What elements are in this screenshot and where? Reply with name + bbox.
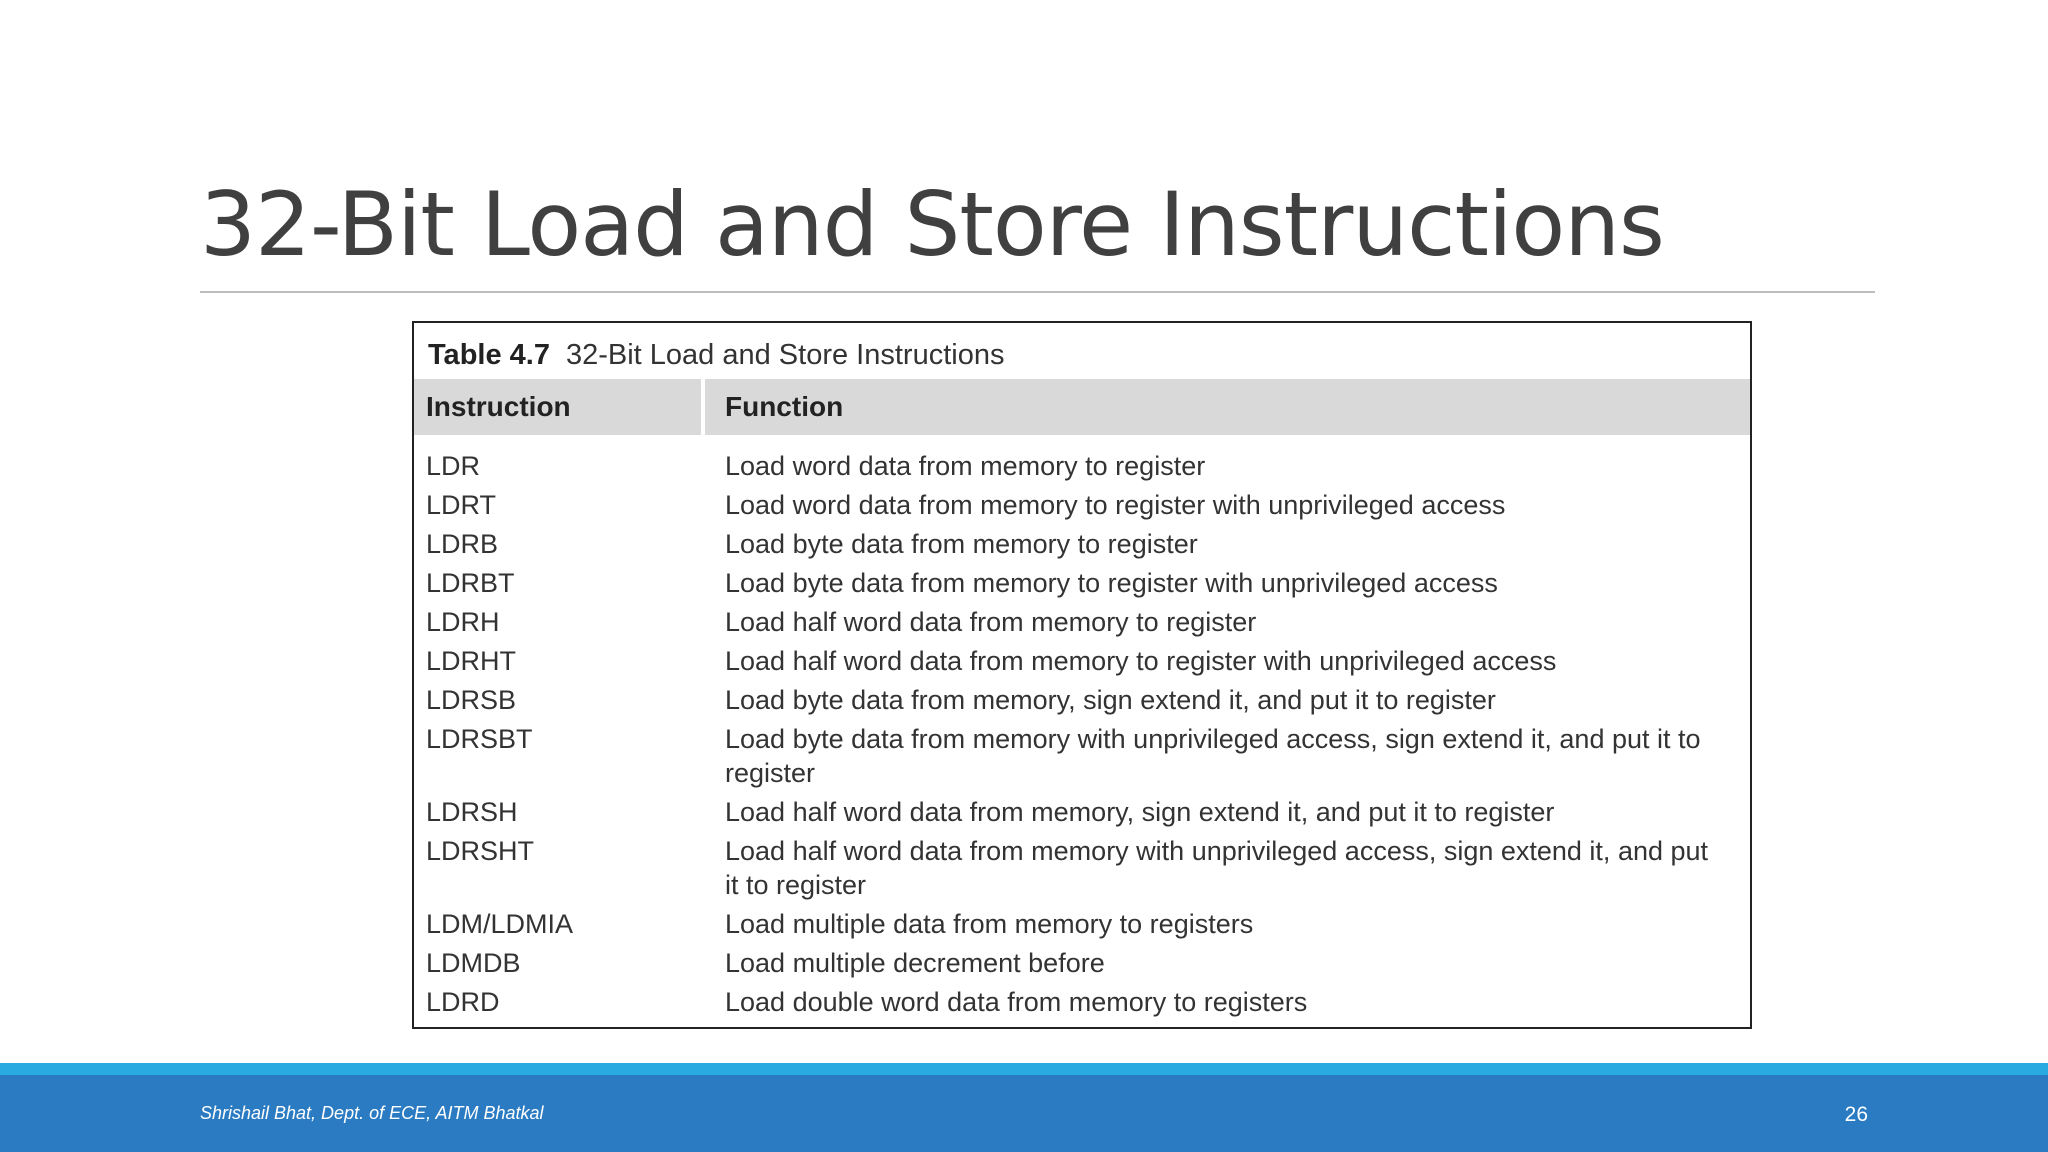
cell-instruction: LDMDB [426,948,521,978]
table-row [414,566,1750,600]
table-row [414,907,1750,941]
cell-instruction: LDRB [426,529,499,559]
footer-accent-stripe [0,1063,2048,1075]
cell-instruction: LDRBT [426,568,515,598]
cell-function: Load multiple decrement before [725,948,1105,978]
cell-function: Load byte data from memory to register [725,529,1198,559]
table-row [414,834,1750,902]
column-header-instruction: Instruction [414,379,701,435]
cell-instruction: LDR [426,451,481,481]
table-row [414,644,1750,678]
table-caption-label: Table 4.7 [428,339,550,371]
cell-function: Load word data from memory to register with unprivileged access [725,490,1506,520]
cell-function: Load double word data from memory to registers [725,987,1308,1017]
cell-instruction: LDRSHT [426,836,535,866]
cell-instruction: LDRT [426,490,497,520]
table-row [414,946,1750,980]
instruction-table [412,321,1752,1029]
cell-function: Load byte data from memory with unprivileged access, sign extend it, and put it to register [725,724,1701,788]
cell-function: Load byte data from memory, sign extend it, and put it to register [725,685,1496,715]
slide-title: 32-Bit Load and Store Instructions [200,173,1664,276]
table-row [414,683,1750,717]
cell-instruction: LDRD [426,987,500,1017]
cell-function: Load half word data from memory with unprivileged access, sign extend it, and put it to register [725,836,1709,900]
footer-author: Shrishail Bhat, Dept. of ECE, AITM Bhatkal [200,1103,544,1123]
cell-instruction: LDRHT [426,646,517,676]
title-divider [200,291,1875,293]
table-caption [428,335,1004,375]
cell-function: Load word data from memory to register [725,451,1206,481]
table-row [414,449,1750,483]
cell-function: Load half word data from memory, sign extend it, and put it to register [725,797,1555,827]
cell-instruction: LDM/LDMIA [426,909,574,939]
cell-instruction: LDRSBT [426,724,533,754]
cell-function: Load multiple data from memory to registers [725,909,1254,939]
table-header [414,379,1750,435]
cell-instruction: LDRSB [426,685,517,715]
table-row [414,488,1750,522]
table-row [414,722,1750,790]
table-row [414,985,1750,1019]
cell-instruction: LDRH [426,607,500,637]
cell-function: Load half word data from memory to register [725,607,1257,637]
table-row [414,605,1750,639]
table-body [414,449,1750,1024]
page-number: 26 [1844,1103,1868,1126]
cell-function: Load byte data from memory to register with unprivileged access [725,568,1498,598]
cell-instruction: LDRSH [426,797,518,827]
cell-function: Load half word data from memory to register with unprivileged access [725,646,1557,676]
table-row [414,795,1750,829]
table-row [414,527,1750,561]
column-header-function: Function [705,379,1750,435]
table-caption-text: 32-Bit Load and Store Instructions [565,339,1005,371]
